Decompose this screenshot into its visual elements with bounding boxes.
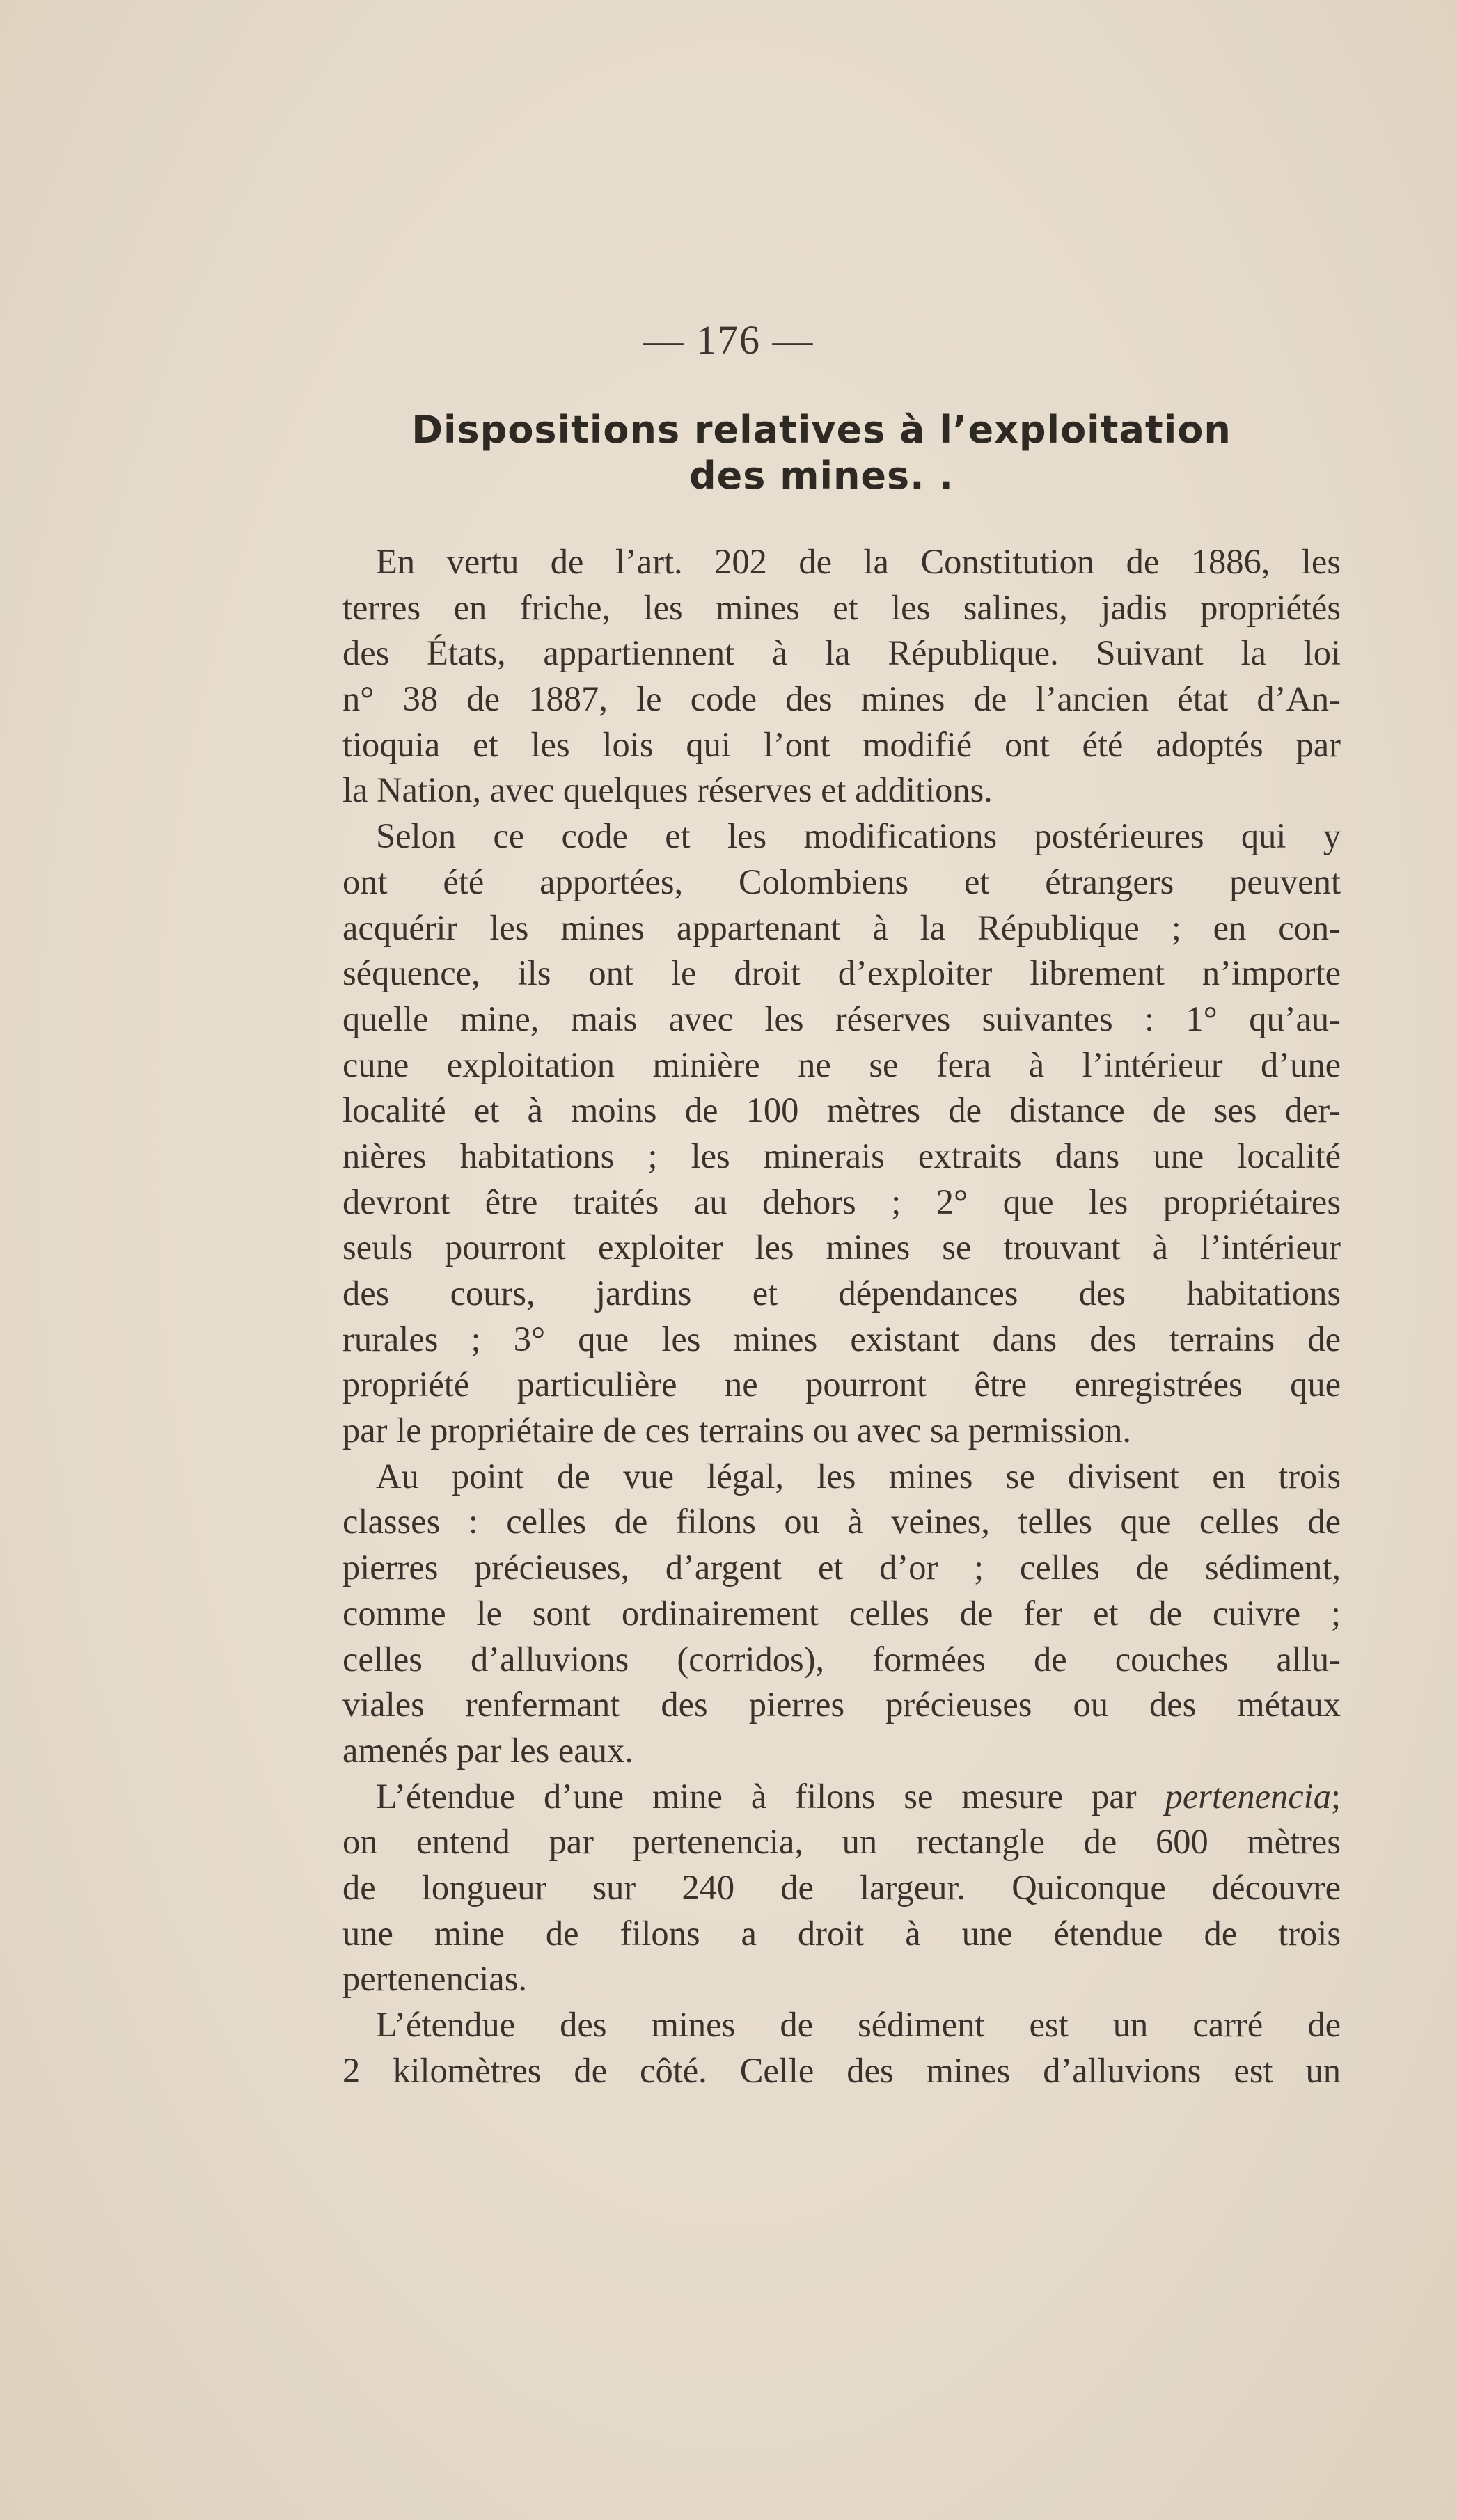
text-line: une mine de filons a droit à une étendue de trois (342, 1913, 1341, 1953)
text-line: pierres précieuses, d’argent et d’or ; celles de sédiment, (342, 1548, 1341, 1587)
page-number: — 176 — (643, 317, 814, 363)
text-line: cune exploitation minière ne se fera à l’intérieur d’une (342, 1045, 1341, 1084)
text-line: pertenencias. (342, 1959, 527, 1999)
text-line: terres en friche, les mines et les salines, jadis propriétés (342, 587, 1341, 627)
text-segment: L’étendue d’une mine à filons se mesure par (376, 1776, 1165, 1816)
text-line: par le propriétaire de ces terrains ou avec sa permission. (342, 1411, 1131, 1450)
text-line: devront être traités au dehors ; 2° que les propriétaires (342, 1182, 1341, 1221)
text-line: amenés par les eaux. (342, 1730, 633, 1770)
text-line: tioquia et les lois qui l’ont modifié ont été adoptés par (342, 724, 1341, 764)
text-line: En vertu de l’art. 202 de la Constitution de 1886, les (376, 542, 1341, 581)
text-line: L’étendue des mines de sédiment est un carré de (376, 2005, 1341, 2044)
text-line: on entend par pertenencia, un rectangle de 600 mètres (342, 1822, 1341, 1862)
body-text (342, 539, 1341, 2093)
text-line: n° 38 de 1887, le code des mines de l’ancien état d’An- (342, 679, 1341, 719)
text-line: nières habitations ; les minerais extraits dans une localité (342, 1136, 1341, 1175)
text-line: Selon ce code et les modifications postérieures qui y (376, 816, 1341, 856)
text-line: rurales ; 3° que les mines existant dans des terrains de (342, 1319, 1341, 1358)
text-line: séquence, ils ont le droit d’exploiter librement n’importe (342, 953, 1341, 993)
text-line-with-italic (342, 1774, 1341, 1820)
text-line: de longueur sur 240 de largeur. Quiconque découvre (342, 1867, 1341, 1907)
text-line: des cours, jardins et dépendances des habitations (342, 1274, 1341, 1313)
text-line: celles d’alluvions (corridos), formées de couches allu- (342, 1639, 1341, 1679)
text-line: quelle mine, mais avec les réserves suivantes : 1° qu’au- (342, 999, 1341, 1038)
text-line: acquérir les mines appartenant à la République ; en con- (342, 908, 1341, 947)
heading-line-1: Dispositions relatives à l’exploitation (411, 408, 1231, 452)
text-line: la Nation, avec quelques réserves et additions. (342, 770, 993, 810)
text-line: seuls pourront exploiter les mines se trouvant à l’intérieur (342, 1228, 1341, 1267)
text-line: viales renfermant des pierres précieuses ou des métaux (342, 1685, 1341, 1725)
text-line: ont été apportées, Colombiens et étrangers peuvent (342, 862, 1341, 901)
text-line: propriété particulière ne pourront être enregistrées que (342, 1365, 1341, 1404)
text-line: classes : celles de filons ou à veines, telles que celles de (342, 1502, 1341, 1542)
text-line: des États, appartiennent à la République. Suivant la loi (342, 633, 1341, 673)
text-line: localité et à moins de 100 mètres de distance de ses der- (342, 1091, 1341, 1130)
text-line: comme le sont ordinairement celles de fer et de cuivre ; (342, 1593, 1341, 1633)
section-heading (299, 407, 1344, 499)
text-line: 2 kilomètres de côté. Celle des mines d’alluvions est un (342, 2050, 1341, 2090)
text-segment: ; (1330, 1776, 1341, 1816)
heading-line-2: des mines. . (688, 454, 954, 498)
italic-term: pertenencia (1165, 1776, 1331, 1816)
text-line: Au point de vue légal, les mines se divisent en trois (376, 1456, 1341, 1496)
